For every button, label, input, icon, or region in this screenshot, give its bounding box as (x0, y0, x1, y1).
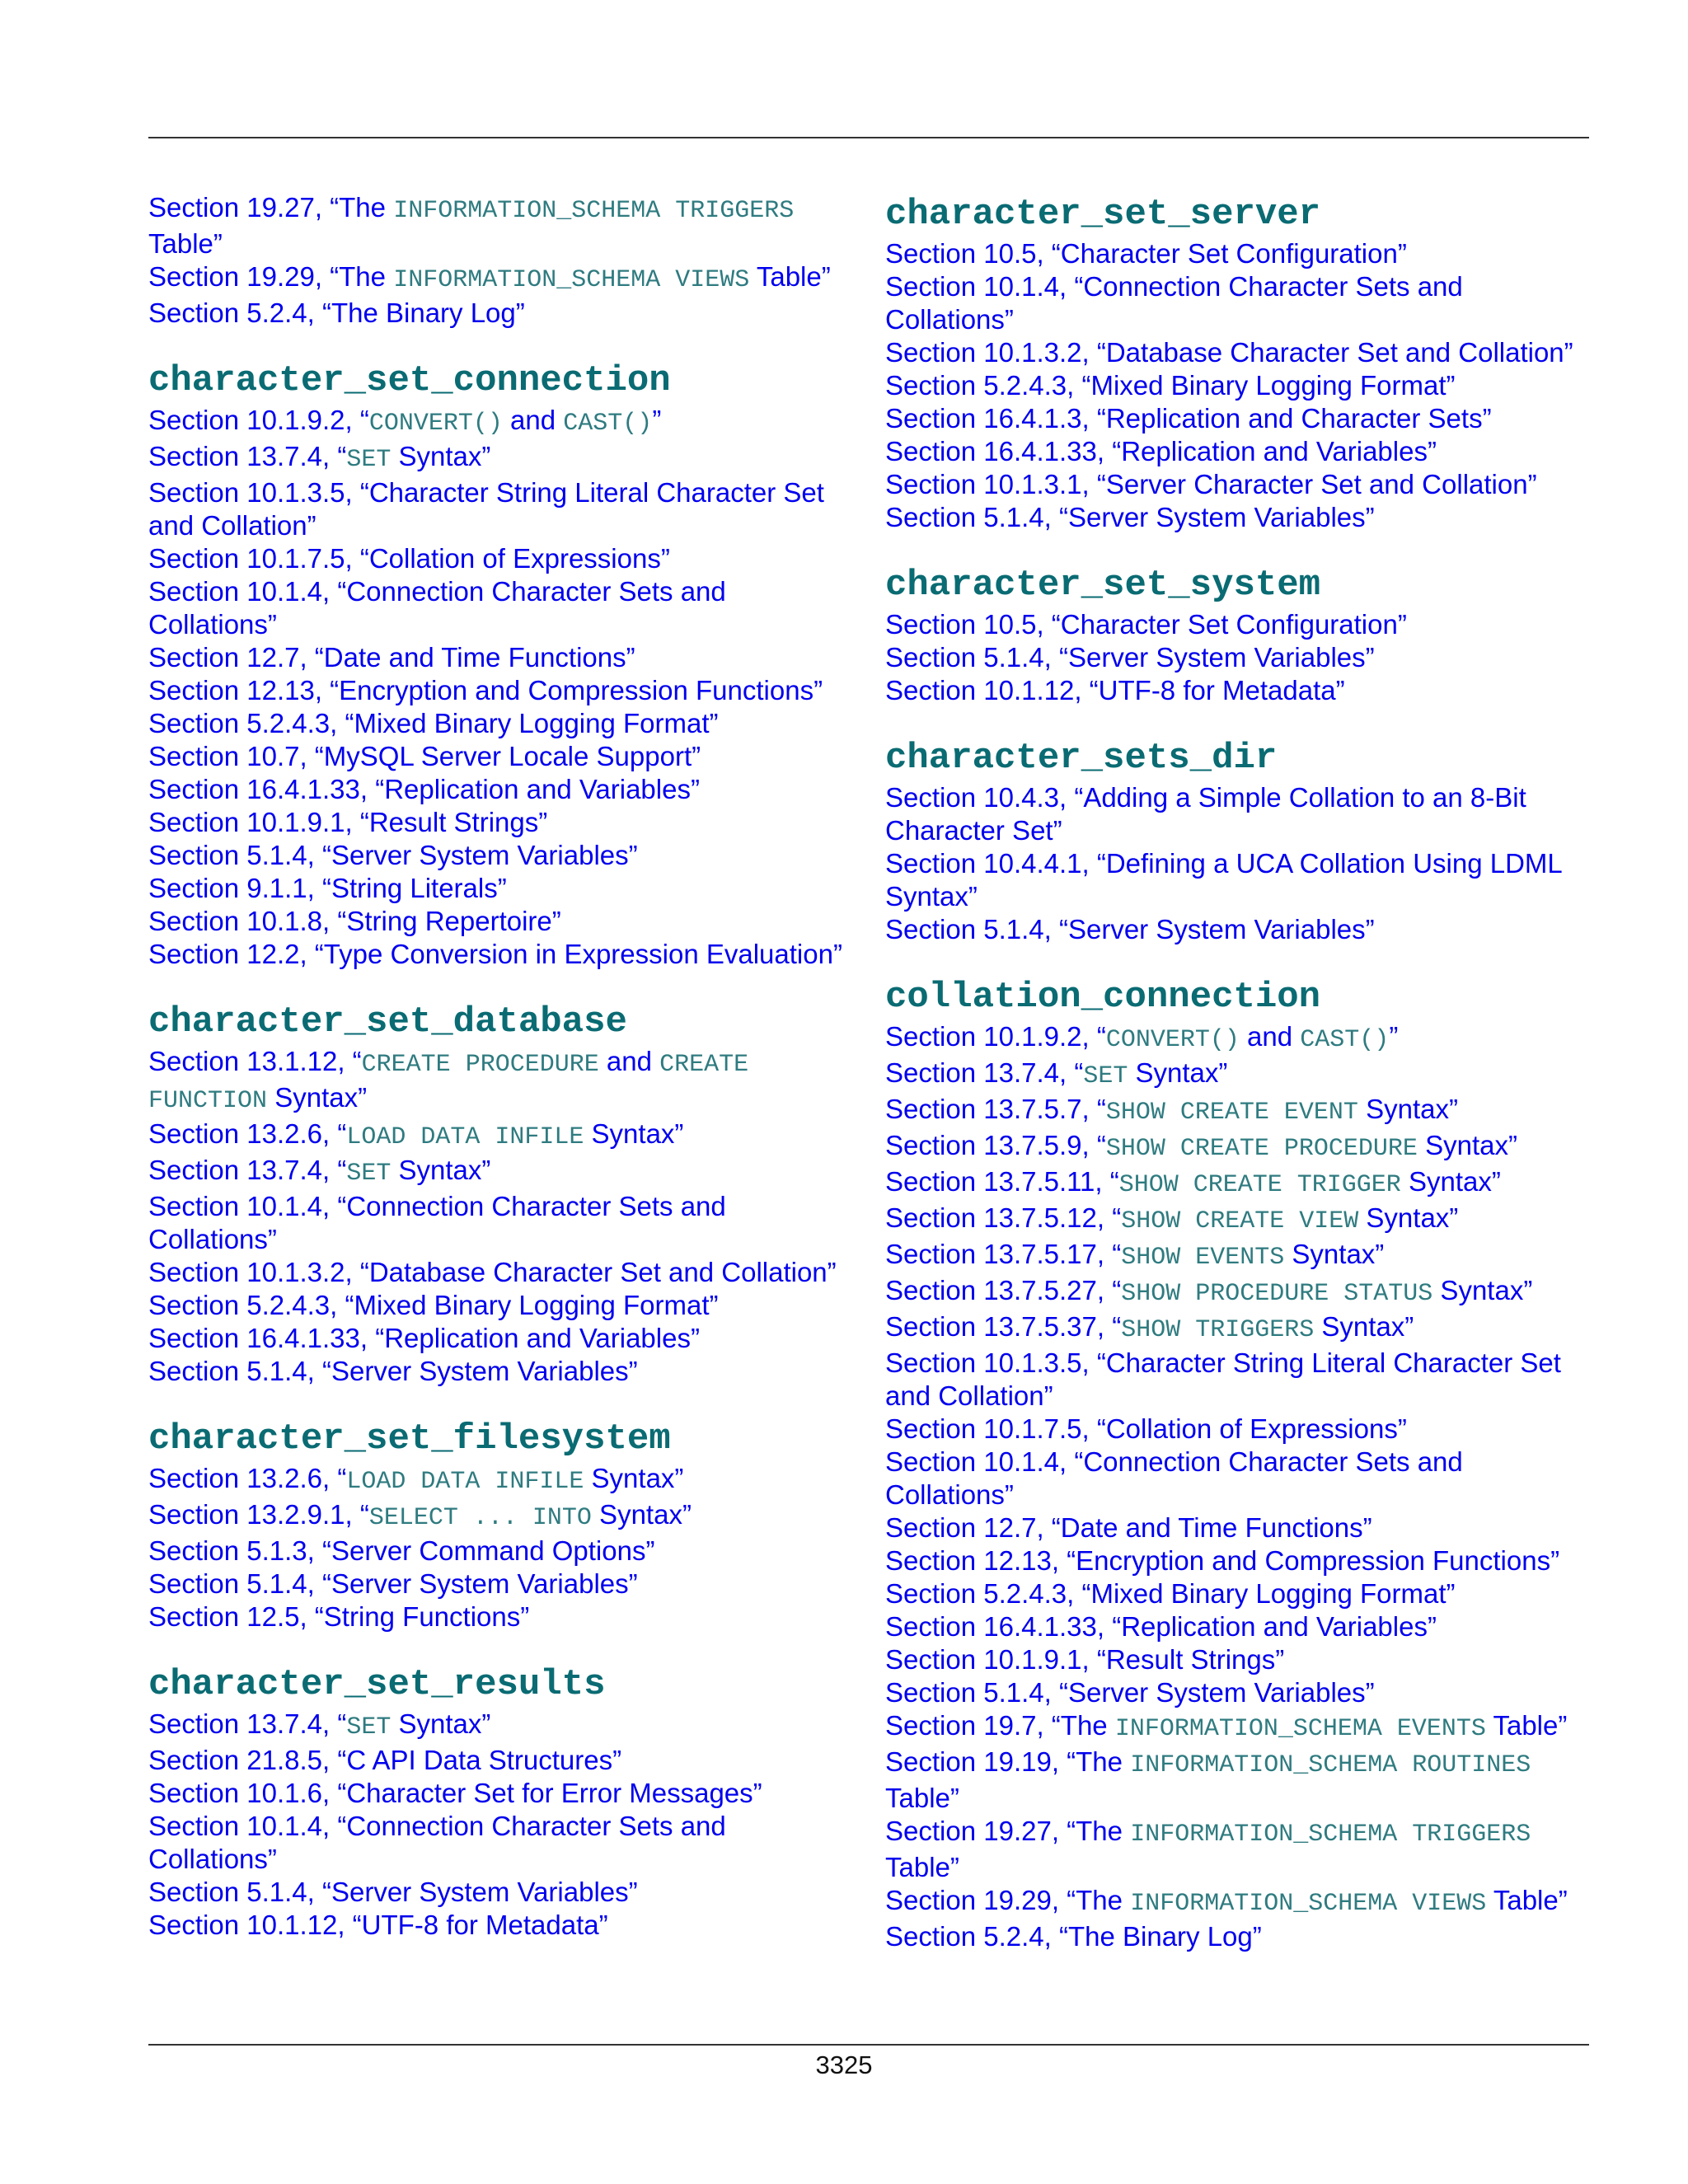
link-text: Section 5.2.4, “The Binary Log” (148, 298, 525, 328)
link-text: Section 5.1.3, “Server Command Options” (148, 1535, 655, 1566)
link-text: Section 5.1.4, “Server System Variables” (885, 502, 1375, 532)
index-entry-link[interactable] (885, 402, 1586, 435)
index-entry-link[interactable] (885, 1544, 1586, 1577)
index-term-heading: character_set_connection (148, 360, 671, 401)
index-entry-link[interactable] (148, 1535, 849, 1568)
link-text: Section 12.5, “String Functions” (148, 1601, 530, 1632)
link-text: Section 16.4.1.33, “Replication and Variables” (885, 1611, 1437, 1642)
link-text: Table” (885, 1852, 959, 1882)
index-entry-link[interactable] (885, 369, 1586, 402)
link-text: Section 10.1.8, “String Repertoire” (148, 906, 561, 936)
link-text: Section 5.1.4, “Server System Variables” (148, 1356, 638, 1386)
index-entry-link[interactable] (148, 839, 849, 872)
index-entry-link[interactable] (885, 1446, 1586, 1511)
index-entry-link[interactable] (885, 1610, 1586, 1643)
index-section (148, 191, 849, 330)
index-term-heading: character_set_system (885, 565, 1321, 606)
link-text: Section 13.7.5.11, “ (885, 1166, 1119, 1197)
index-term-heading: collation_connection (885, 977, 1321, 1018)
link-text: Section 10.1.9.2, “ (148, 405, 369, 435)
link-text: Section 13.7.4, “ (148, 1708, 347, 1739)
link-text: Syntax” (391, 1708, 491, 1739)
code-term: SHOW CREATE TRIGGER (1118, 1171, 1401, 1199)
index-entry-link[interactable] (885, 1310, 1586, 1347)
link-text: Section 10.1.9.1, “Result Strings” (885, 1644, 1285, 1675)
link-text: Section 10.1.12, “UTF-8 for Metadata” (148, 1910, 608, 1940)
link-text: Section 5.1.4, “Server System Variables” (148, 1877, 638, 1907)
index-entry-link[interactable] (885, 501, 1586, 534)
link-text: Section 5.1.4, “Server System Variables” (885, 1677, 1375, 1708)
index-term-heading: character_set_database (148, 1001, 627, 1043)
link-text: Section 5.2.4, “The Binary Log” (885, 1921, 1262, 1952)
index-entry-link[interactable] (148, 1568, 849, 1601)
index-entry-link[interactable] (148, 440, 849, 476)
link-text: Syntax” (584, 1118, 684, 1149)
link-text: Section 19.7, “The (885, 1710, 1115, 1741)
link-text: Syntax” (1357, 1094, 1458, 1124)
index-entry-link[interactable] (148, 1355, 849, 1388)
index-entry-link[interactable] (148, 773, 849, 806)
link-text: Syntax” (267, 1082, 368, 1113)
index-entry-link[interactable] (148, 1810, 849, 1876)
index-entry-link[interactable] (148, 674, 849, 707)
index-entry-link[interactable] (148, 1876, 849, 1909)
index-entry-link[interactable] (885, 336, 1586, 369)
header-rule (148, 137, 1589, 138)
code-term: SET (346, 446, 392, 474)
link-text: Section 10.1.4, “Connection Character Sets and Collations” (148, 576, 726, 640)
link-text: Section 10.1.7.5, “Collation of Expressions” (885, 1413, 1407, 1444)
link-text: Section 5.2.4.3, “Mixed Binary Logging Format” (148, 1290, 719, 1320)
index-entry-link[interactable] (885, 641, 1586, 674)
index-entry-link[interactable] (885, 1165, 1586, 1202)
index-entry-link[interactable] (148, 707, 849, 740)
index-entry-link[interactable] (885, 1676, 1586, 1709)
link-text: Section 10.4.4.1, “Defining a UCA Collation Using LDML Syntax” (885, 848, 1562, 912)
index-section (885, 191, 1586, 534)
index-entry-link[interactable] (148, 806, 849, 839)
index-entry-link[interactable] (885, 913, 1586, 946)
link-text: Table” (885, 1783, 959, 1813)
link-text: Section 19.27, “The (885, 1816, 1131, 1846)
code-term: SET (346, 1713, 392, 1741)
code-term: CONVERT() (1105, 1026, 1240, 1054)
link-text: Syntax” (1358, 1202, 1459, 1233)
link-text: Section 13.7.5.17, “ (885, 1239, 1122, 1269)
link-text: Section 21.8.5, “C API Data Structures” (148, 1745, 622, 1775)
link-text: Section 13.2.9.1, “ (148, 1499, 369, 1530)
index-entry-link[interactable] (885, 781, 1586, 847)
link-text: Table” (1486, 1885, 1568, 1915)
index-entry-link[interactable] (885, 847, 1586, 913)
link-text: Syntax” (1314, 1311, 1414, 1342)
link-text: Section 10.1.3.2, “Database Character Set and Collation” (885, 337, 1573, 368)
link-text: and (1239, 1021, 1301, 1052)
link-text: Section 19.27, “The (148, 192, 394, 223)
code-term: SHOW CREATE PROCEDURE (1105, 1135, 1418, 1163)
link-text: ” (652, 405, 662, 435)
footer-rule (148, 2044, 1589, 2046)
index-entry-link[interactable] (148, 1289, 849, 1322)
code-term: INFORMATION_SCHEMA ROUTINES (1130, 1751, 1531, 1779)
link-text: Section 10.1.4, “Connection Character Sets and Collations” (148, 1191, 726, 1254)
link-text: Syntax” (1400, 1166, 1501, 1197)
index-entry-link[interactable] (885, 1347, 1586, 1413)
link-text: Section 10.1.4, “Connection Character Sets and Collations” (148, 1811, 726, 1874)
link-text: Section 12.2, “Type Conversion in Expression Evaluation” (148, 939, 842, 969)
code-term: CONVERT() (368, 410, 503, 438)
index-term-heading: character_sets_dir (885, 738, 1278, 779)
link-text: Section 5.2.4.3, “Mixed Binary Logging Format” (148, 708, 719, 738)
link-text: Section 19.29, “The (885, 1885, 1131, 1915)
index-section (148, 1661, 849, 1942)
link-text: Table” (1485, 1710, 1568, 1741)
index-entry-link[interactable] (148, 191, 849, 260)
link-text: Section 16.4.1.33, “Replication and Variables” (148, 774, 700, 804)
index-entry-link[interactable] (148, 1777, 849, 1810)
index-entry-link[interactable] (885, 1815, 1586, 1884)
link-text: Section 16.4.1.33, “Replication and Variables” (148, 1323, 700, 1353)
link-text: Section 10.4.3, “Adding a Simple Collation to an 8-Bit Character Set” (885, 782, 1526, 846)
index-entry-link[interactable] (148, 905, 849, 938)
code-term: CAST() (1300, 1026, 1390, 1054)
index-entry-link[interactable] (885, 1413, 1586, 1446)
link-text: Syntax” (1284, 1239, 1385, 1269)
code-term: INFORMATION_SCHEMA TRIGGERS (1130, 1821, 1531, 1849)
code-term: INFORMATION_SCHEMA EVENTS (1114, 1715, 1486, 1743)
code-term: SHOW CREATE VIEW (1121, 1207, 1359, 1235)
index-entry-link[interactable] (148, 641, 849, 674)
index-entry-link[interactable] (885, 1884, 1586, 1920)
code-term: CAST() (563, 410, 653, 438)
link-text: Syntax” (1128, 1057, 1228, 1088)
code-term: SHOW EVENTS (1121, 1244, 1285, 1272)
code-term: SHOW TRIGGERS (1121, 1316, 1315, 1344)
link-text: Syntax” (1417, 1130, 1517, 1160)
code-term: SELECT ... INTO (368, 1504, 592, 1532)
link-text: Section 13.1.12, “ (148, 1046, 362, 1076)
index-entry-link[interactable] (885, 1093, 1586, 1129)
link-text: Section 13.7.5.27, “ (885, 1275, 1122, 1305)
index-entry-link[interactable] (885, 1020, 1586, 1057)
index-section (148, 1416, 849, 1633)
index-entry-link[interactable] (885, 270, 1586, 336)
page-number: 3325 (815, 2050, 873, 2079)
link-text: Section 5.1.4, “Server System Variables” (885, 914, 1375, 944)
link-text: Section 10.1.6, “Character Set for Error Messages” (148, 1778, 762, 1808)
link-text: ” (1389, 1021, 1399, 1052)
index-entry-link[interactable] (885, 1238, 1586, 1274)
link-text: Section 10.1.4, “Connection Character Sets and Collations” (885, 271, 1463, 335)
code-term: SHOW CREATE EVENT (1105, 1099, 1358, 1127)
code-term: INFORMATION_SCHEMA VIEWS (393, 266, 750, 294)
link-text: Section 5.1.4, “Server System Variables” (148, 1568, 638, 1599)
index-entry-link[interactable] (148, 1462, 849, 1498)
link-text: Section 12.7, “Date and Time Functions” (885, 1512, 1372, 1543)
index-entry-link[interactable] (885, 1129, 1586, 1165)
index-entry-link[interactable] (885, 1511, 1586, 1544)
index-entry-link[interactable] (885, 608, 1586, 641)
link-text: Section 13.7.4, “ (148, 1155, 347, 1185)
index-section (885, 735, 1586, 946)
link-text: Section 10.1.3.1, “Server Character Set and Collation” (885, 469, 1537, 499)
code-term: INFORMATION_SCHEMA VIEWS (1130, 1890, 1487, 1918)
link-text: Syntax” (584, 1463, 684, 1493)
link-text: Section 5.2.4.3, “Mixed Binary Logging Format” (885, 370, 1456, 401)
index-entry-link[interactable] (885, 1920, 1586, 1953)
code-term: INFORMATION_SCHEMA TRIGGERS (393, 197, 795, 225)
link-text: Section 10.1.9.1, “Result Strings” (148, 807, 548, 837)
link-text: Section 10.1.7.5, “Collation of Expressions” (148, 543, 670, 574)
index-entry-link[interactable] (148, 575, 849, 641)
index-entry-link[interactable] (148, 938, 849, 971)
link-text: Section 5.1.4, “Server System Variables” (885, 642, 1375, 673)
index-entry-link[interactable] (148, 1256, 849, 1289)
code-term: LOAD DATA INFILE (346, 1468, 584, 1496)
link-text: Section 10.1.12, “UTF-8 for Metadata” (885, 675, 1345, 705)
link-text: Section 13.7.5.9, “ (885, 1130, 1106, 1160)
link-text: Section 5.1.4, “Server System Variables” (148, 840, 638, 870)
link-text: Section 12.13, “Encryption and Compression Functions” (148, 675, 823, 705)
link-text: Section 5.2.4.3, “Mixed Binary Logging Format” (885, 1578, 1456, 1609)
index-term-heading: character_set_results (148, 1664, 606, 1705)
link-text: and (598, 1046, 660, 1076)
index-entry-link[interactable] (148, 1322, 849, 1355)
index-entry-link[interactable] (148, 1708, 849, 1744)
link-text: Section 10.1.3.2, “Database Character Set and Collation” (148, 1257, 837, 1287)
index-entry-link[interactable] (885, 1577, 1586, 1610)
code-term: CREATE PROCEDURE (361, 1051, 599, 1079)
code-term: CREATE FUNCTION (148, 1051, 749, 1115)
index-entry-link[interactable] (148, 1744, 849, 1777)
link-text: Section 13.7.4, “ (148, 441, 347, 471)
link-text: Section 16.4.1.3, “Replication and Character Sets” (885, 403, 1492, 434)
index-entry-link[interactable] (885, 435, 1586, 468)
index-term-heading: character_set_filesystem (148, 1418, 671, 1460)
index-entry-link[interactable] (885, 1274, 1586, 1310)
index-entry-link[interactable] (885, 1746, 1586, 1815)
index-entry-link[interactable] (148, 1045, 849, 1118)
link-text: Section 10.5, “Character Set Configuration” (885, 609, 1407, 640)
index-entry-link[interactable] (885, 237, 1586, 270)
link-text: Section 16.4.1.33, “Replication and Variables” (885, 436, 1437, 466)
link-text: Section 10.1.9.2, “ (885, 1021, 1106, 1052)
link-text: Syntax” (391, 1155, 491, 1185)
link-text: Section 10.1.3.5, “Character String Literal Character Set and Collation” (885, 1347, 1561, 1411)
link-text: Syntax” (591, 1499, 692, 1530)
link-text: Section 12.7, “Date and Time Functions” (148, 642, 635, 673)
link-text: Syntax” (391, 441, 491, 471)
link-text: and (502, 405, 564, 435)
link-text: Section 10.1.3.5, “Character String Literal Character Set and Collation” (148, 477, 824, 541)
link-text: Section 10.7, “MySQL Server Locale Support” (148, 741, 701, 771)
index-term-heading: character_set_server (885, 194, 1321, 235)
index-entry-link[interactable] (148, 404, 849, 440)
link-text: Section 10.1.4, “Connection Character Sets and Collations” (885, 1446, 1463, 1510)
index-section (885, 562, 1586, 707)
index-section (885, 974, 1586, 1953)
index-entry-link[interactable] (885, 1709, 1586, 1746)
index-section (148, 358, 849, 971)
index-entry-link[interactable] (148, 1118, 849, 1154)
index-entry-link[interactable] (885, 468, 1586, 501)
code-term: SHOW PROCEDURE STATUS (1121, 1280, 1433, 1308)
index-entry-link[interactable] (148, 260, 849, 297)
link-text: Section 13.7.5.12, “ (885, 1202, 1122, 1233)
index-entry-link[interactable] (885, 1057, 1586, 1093)
index-column-left (148, 191, 849, 1970)
link-text: Section 9.1.1, “String Literals” (148, 873, 507, 903)
link-text: Section 13.7.4, “ (885, 1057, 1084, 1088)
index-entry-link[interactable] (148, 1601, 849, 1633)
link-text: Table” (148, 228, 223, 259)
index-entry-link[interactable] (885, 1202, 1586, 1238)
link-text: Section 13.2.6, “ (148, 1463, 347, 1493)
index-entry-link[interactable] (148, 297, 849, 330)
index-entry-link[interactable] (148, 476, 849, 542)
code-term: SET (346, 1160, 392, 1188)
link-text: Section 10.5, “Character Set Configuration” (885, 238, 1407, 269)
index-column-right (885, 191, 1586, 1981)
link-text: Section 13.2.6, “ (148, 1118, 347, 1149)
index-entry-link[interactable] (148, 1154, 849, 1190)
index-entry-link[interactable] (148, 1909, 849, 1942)
link-text: Section 12.13, “Encryption and Compression Functions” (885, 1545, 1560, 1576)
index-entry-link[interactable] (148, 1498, 849, 1535)
index-section (148, 999, 849, 1388)
link-text: Syntax” (1432, 1275, 1533, 1305)
code-term: LOAD DATA INFILE (346, 1123, 584, 1151)
index-entry-link[interactable] (148, 740, 849, 773)
index-entry-link[interactable] (885, 1643, 1586, 1676)
index-entry-link[interactable] (885, 674, 1586, 707)
index-entry-link[interactable] (148, 1190, 849, 1256)
link-text: Section 19.19, “The (885, 1746, 1131, 1777)
link-text: Section 19.29, “The (148, 261, 394, 292)
index-entry-link[interactable] (148, 542, 849, 575)
code-term: SET (1083, 1062, 1128, 1090)
link-text: Section 13.7.5.7, “ (885, 1094, 1106, 1124)
index-entry-link[interactable] (148, 872, 849, 905)
link-text: Section 13.7.5.37, “ (885, 1311, 1122, 1342)
link-text: Table” (749, 261, 831, 292)
